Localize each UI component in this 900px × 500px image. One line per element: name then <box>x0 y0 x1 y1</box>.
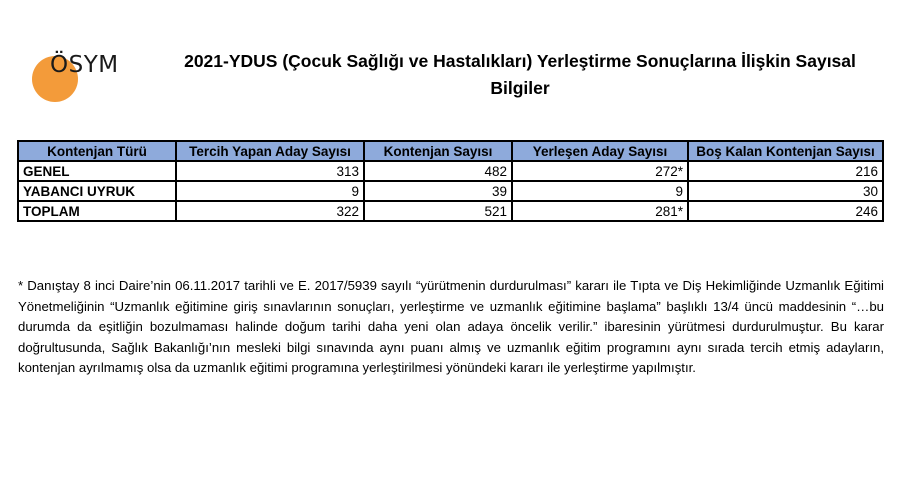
table-row <box>18 181 883 201</box>
header-kontenjan-turu: Kontenjan Türü <box>18 141 176 161</box>
footnote-text: * Danıştay 8 inci Daire’nin 06.11.2017 tarihli ve E. 2017/5939 sayılı “yürütmenin durdurulması” kararı ile Tıpta ve Diş Hekimliğinde Uzmanlık Eğitimi Yönetmeliğinin “Uzmanlık eğitimine giriş sınavlarının sonuçları, yerleştirme ve uzmanlık eğitimine başlama” başlıklı 13/4 üncü maddesinin “…bu durumda da eşitliğin bozulmaması halinde doğum tarihi daha yeni olan adaya öncelik verilir.” ibaresinin yürütmesi durdurulmuştur. Bu karar doğrultusunda, Sağlık Bakanlığı’nın mesleki bilgi sınavında aynı puanı almış ve uzmanlık eğitim programını aynı sırada tercih etmiş adayların, kontenjan ayrılmamış olsa da uzmanlık eğitimi programına yerleştirilmesi yönündeki kararı ile yerleştirme yapılmıştır. <box>18 278 884 375</box>
page-title <box>160 48 880 102</box>
cell-kontenjan: 482 <box>364 161 512 181</box>
title-line-1: 2021-YDUS (Çocuk Sağlığı ve Hastalıkları) Yerleştirme Sonuçlarına İlişkin Sayısal <box>184 51 856 71</box>
cell-tercih: 9 <box>176 181 364 201</box>
cell-yerlesen: 9 <box>512 181 688 201</box>
cell-kontenjan: 39 <box>364 181 512 201</box>
title-line-2: Bilgiler <box>490 78 550 98</box>
cell-kontenjan: 521 <box>364 201 512 221</box>
header-kontenjan-sayisi: Kontenjan Sayısı <box>364 141 512 161</box>
row-type: YABANCI UYRUK <box>18 181 176 201</box>
header-tercih-yapan: Tercih Yapan Aday Sayısı <box>176 141 364 161</box>
table-row <box>18 201 883 221</box>
cell-bos-kalan: 30 <box>688 181 883 201</box>
row-type: TOPLAM <box>18 201 176 221</box>
logo-text: ÖSYM <box>50 52 119 78</box>
cell-tercih: 322 <box>176 201 364 221</box>
osym-logo <box>28 38 138 108</box>
table-row <box>18 161 883 181</box>
header-yerlesen: Yerleşen Aday Sayısı <box>512 141 688 161</box>
cell-bos-kalan: 216 <box>688 161 883 181</box>
row-type: GENEL <box>18 161 176 181</box>
header-bos-kalan: Boş Kalan Kontenjan Sayısı <box>688 141 883 161</box>
cell-tercih: 313 <box>176 161 364 181</box>
cell-yerlesen: 281* <box>512 201 688 221</box>
statistics-table <box>17 140 884 222</box>
table-header-row <box>18 141 883 161</box>
cell-yerlesen: 272* <box>512 161 688 181</box>
cell-bos-kalan: 246 <box>688 201 883 221</box>
